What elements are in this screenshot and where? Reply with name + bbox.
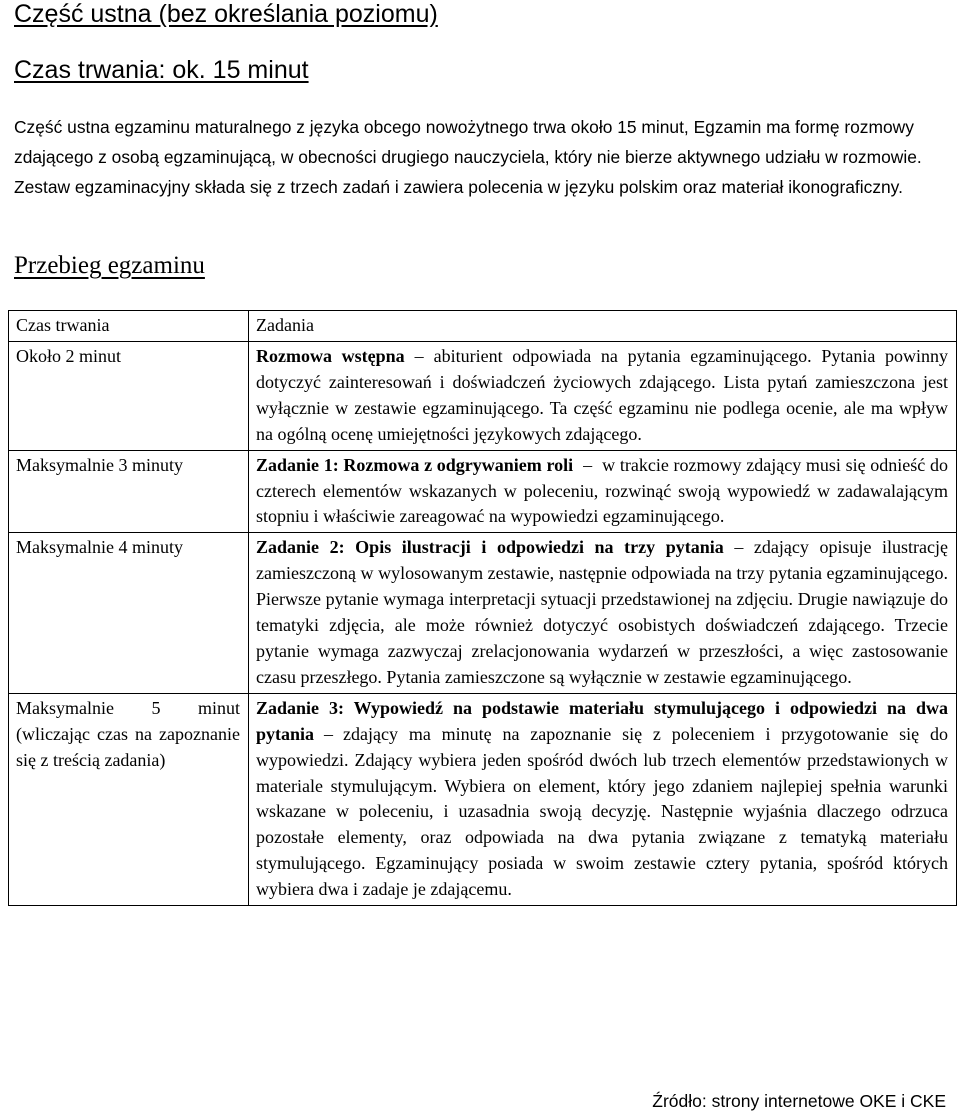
task-dash: – bbox=[414, 346, 424, 366]
intro-text-part2: Zestaw egzaminacyjny składa się z trzech zadań i zawiera polecenia w języku polskim oraz materiał ikonograficzny. bbox=[14, 177, 903, 197]
table-row bbox=[9, 693, 957, 905]
task-cell bbox=[249, 342, 957, 451]
task-cell bbox=[249, 450, 957, 533]
page-title: Część ustna (bez określania poziomu) bbox=[14, 0, 438, 28]
task-cell bbox=[249, 693, 957, 905]
table-row bbox=[9, 533, 957, 693]
source-note: Źródło: strony internetowe OKE i CKE bbox=[652, 1091, 946, 1111]
task-title: Zadanie 2: Opis ilustracji i odpowiedzi na trzy pytania bbox=[256, 537, 724, 558]
task-dash: – bbox=[734, 537, 744, 558]
header-time: Czas trwania bbox=[9, 311, 249, 342]
table-row bbox=[9, 450, 957, 533]
task-text: zdający ma minutę na zapoznanie się z poleceniem i przygotowanie się do wypowiedzi. Zdający wybiera jeden spośród dwóch lub trzech elementów przedstawionych w materiale stymulującym. Wybiera on element, który jego zdaniem najlepiej spełnia warunki wskazane w poleceniu, i uzasadnia swoją decyzję. Następnie wyjaśnia dlaczego odrzuca pozostałe elementy, oraz odpowiada na dwa pytania związane z tematyką materiału stymulującego. Egzaminujący posiada w swoim zestawie cztery pytania, spośród których wybiera dwa i zadaje je zdającemu. bbox=[256, 723, 948, 900]
intro-paragraph bbox=[14, 112, 944, 202]
time-cell: Maksymalnie 5 minut (wliczając czas na zapoznanie się z treścią zadania) bbox=[9, 693, 249, 905]
task-text: abiturient odpowiada na pytania egzaminującego. Pytania powinny dotyczyć zainteresowań i doświadczeń życiowych zdającego. Lista pytań zamieszczona jest wyłącznie w zestawie egzaminującego. Ta część egzaminu nie podlega ocenie, ale ma wpływ na ogólną ocenę umiejętności językowych zdającego. bbox=[256, 346, 948, 444]
section-heading: Przebieg egzaminu bbox=[14, 252, 205, 279]
time-cell: Maksymalnie 4 minuty bbox=[9, 533, 249, 693]
task-text: zdający opisuje ilustrację zamieszczoną w wylosowanym zestawie, następnie odpowiada na trzy pytania egzaminującego. Pierwsze pytanie wymaga interpretacji sytuacji przedstawionej na zdjęciu. Drugie nawiązuje do tematyki zdjęcia, ale może również dotyczyć osobistych doświadczeń zdającego. Trzecie pytanie wymaga zazwyczaj zrelacjonowania wydarzeń w przeszłości, a więc zastosowanie czasu przeszłego. Pytania zamieszczone są wyłącznie w zestawie egzaminującego. bbox=[256, 537, 949, 687]
header-tasks: Zadania bbox=[249, 311, 957, 342]
task-dash: – bbox=[324, 723, 334, 744]
task-cell bbox=[249, 533, 957, 693]
task-title: Rozmowa wstępna bbox=[256, 346, 405, 366]
table-row bbox=[9, 342, 957, 451]
task-title: Zadanie 3: Wypowiedź na podstawie materiału stymulującego i odpowiedzi na dwa pytania bbox=[256, 697, 948, 744]
task-dash: – bbox=[583, 454, 593, 475]
task-text: w trakcie rozmowy zdający musi się odnieść do czterech elementów wskazanych w poleceniu, rozwinąć swoją wypowiedź w zadawalającym stopniu i właściwie zareagować na wypowiedzi egzaminującego. bbox=[256, 454, 948, 527]
time-cell: Maksymalnie 3 minuty bbox=[9, 450, 249, 533]
exam-schedule-table bbox=[8, 310, 957, 906]
intro-text-part1: Część ustna egzaminu maturalnego z języka obcego nowożytnego trwa około 15 minut, Egzamin ma formę rozmowy zdającego z osobą egzaminującą, w obecności drugiego nauczyciela, który nie bierze aktywnego udziału w rozmowie. bbox=[14, 117, 922, 167]
time-cell: Około 2 minut bbox=[9, 342, 249, 451]
table-header-row bbox=[9, 311, 957, 342]
exam-duration-heading: Czas trwania: ok. 15 minut bbox=[14, 56, 309, 84]
task-title: Zadanie 1: Rozmowa z odgrywaniem roli bbox=[256, 454, 574, 475]
